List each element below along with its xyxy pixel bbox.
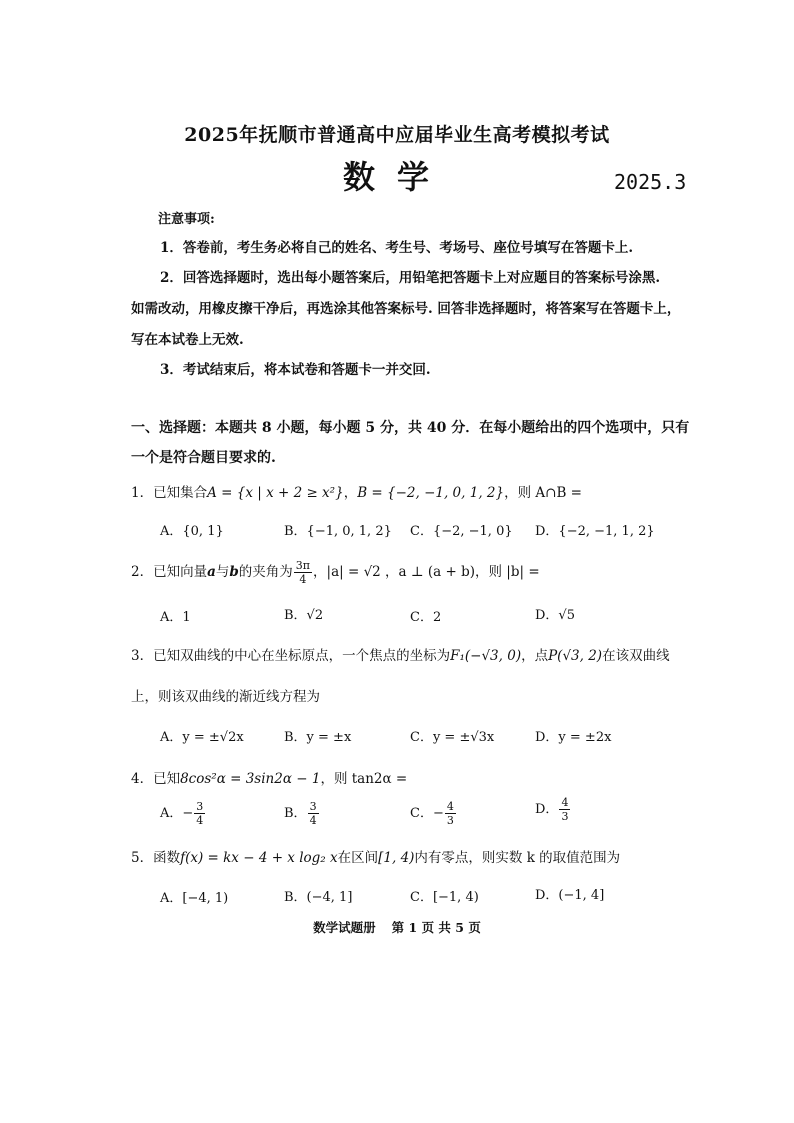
q4-option-c[interactable] bbox=[410, 800, 457, 827]
notes-heading: 注意事项: bbox=[158, 212, 215, 227]
q4-option-b-fraction bbox=[308, 800, 319, 827]
question-3-text-c: 在该双曲线 bbox=[602, 648, 670, 664]
q4-option-c-label: C． bbox=[410, 806, 433, 821]
q2-option-d[interactable]: D．√5 bbox=[535, 608, 575, 623]
exam-title: 2025年抚顺市普通高中应届毕业生高考模拟考试 bbox=[184, 124, 610, 146]
exam-date: 2025.3 bbox=[614, 170, 687, 194]
q4-option-b-label: B． bbox=[284, 806, 307, 821]
q3-option-a[interactable]: A．y = ±√2x bbox=[160, 730, 244, 745]
q1-option-d[interactable]: D．{−2, −1, 1, 2} bbox=[535, 524, 655, 539]
question-3-text-a: 3．已知双曲线的中心在坐标原点，一个焦点的坐标为 bbox=[131, 648, 451, 664]
question-5 bbox=[131, 846, 620, 866]
footer-book-name: 数学试题册 bbox=[313, 920, 376, 935]
angle-numerator: 3π bbox=[295, 559, 311, 572]
angle-fraction bbox=[294, 559, 312, 586]
page-footer bbox=[0, 918, 794, 936]
note-item-2-line-2: 如需改动，用橡皮擦干净后，再选涂其他答案标号. 回答非选择题时，将答案写在答题卡上， bbox=[131, 301, 681, 317]
q3-option-d[interactable]: D．y = ±2x bbox=[535, 730, 612, 745]
set-a: A = {x | x + 2 ≥ x²} bbox=[207, 485, 344, 501]
vector-a: a bbox=[207, 564, 216, 580]
note-item-1: 1．答卷前，考生务必将自己的姓名、考生号、考场号、座位号填写在答题卡上. bbox=[160, 240, 634, 256]
footer-page-number: 第 1 页 共 5 页 bbox=[391, 920, 481, 935]
interval: [1, 4) bbox=[378, 850, 415, 866]
q4-option-a-den: 4 bbox=[196, 814, 204, 827]
q4-option-d-label: D． bbox=[535, 802, 559, 817]
q2-option-b[interactable]: B．√2 bbox=[284, 608, 324, 623]
q4-option-b-den: 4 bbox=[309, 814, 317, 827]
q4-option-b-num: 3 bbox=[309, 800, 317, 813]
q1-option-c[interactable]: C．{−2, −1, 0} bbox=[410, 524, 513, 539]
question-5-mid: 在区间 bbox=[337, 850, 379, 866]
question-2-prefix: 2．已知向量 bbox=[131, 564, 208, 580]
q4-option-a-fraction bbox=[194, 800, 205, 827]
q2-option-c[interactable]: C．2 bbox=[410, 610, 442, 625]
question-5-prefix: 5．函数 bbox=[131, 850, 181, 866]
q4-option-a[interactable] bbox=[160, 800, 206, 827]
note-item-2-line-3: 写在本试卷上无效. bbox=[131, 332, 244, 348]
question-3-text-b: ，点 bbox=[521, 648, 549, 664]
q5-option-c[interactable]: C．[−1, 4) bbox=[410, 890, 479, 905]
question-1: 1．已知集合A = {x | x + 2 ≥ x²}，B = {−2, −1, 0, 1, 2}，则 A∩B = bbox=[131, 485, 582, 501]
question-2 bbox=[131, 559, 540, 586]
question-4-suffix: ，则 tan2α = bbox=[320, 771, 408, 787]
angle-denominator: 4 bbox=[299, 573, 307, 586]
trig-equation: 8cos²α = 3sin2α − 1 bbox=[180, 771, 321, 787]
q5-option-b[interactable]: B．(−4, 1] bbox=[284, 890, 353, 905]
question-3-line-2: 上，则该双曲线的渐近线方程为 bbox=[131, 689, 320, 705]
section-1-heading: 一、选择题：本题共 8 小题，每小题 5 分，共 40 分．在每小题给出的四个选项中，只有 bbox=[131, 420, 690, 436]
note-item-2-line-1: 2．回答选择题时，选出每小题答案后，用铅笔把答题卡上对应题目的答案标号涂黑. bbox=[160, 270, 661, 286]
question-1-suffix: ，则 A∩B = bbox=[504, 485, 582, 501]
q4-option-d-den: 3 bbox=[561, 810, 569, 823]
q4-option-a-label: A． bbox=[160, 806, 183, 821]
q2-option-a[interactable]: A．1 bbox=[160, 610, 191, 625]
q4-option-c-den: 3 bbox=[446, 814, 454, 827]
q4-option-c-num: 4 bbox=[446, 800, 454, 813]
q3-option-c[interactable]: C．y = ±√3x bbox=[410, 730, 495, 745]
q4-option-d-fraction bbox=[559, 796, 570, 823]
q4-option-a-num: 3 bbox=[196, 800, 204, 813]
question-2-text-angle: 的夹角为 bbox=[238, 564, 293, 580]
question-4 bbox=[131, 767, 407, 787]
q1-option-b[interactable]: B．{−1, 0, 1, 2} bbox=[284, 524, 392, 539]
question-5-suffix: 内有零点，则实数 k 的取值范围为 bbox=[414, 850, 621, 866]
set-b: B = {−2, −1, 0, 1, 2} bbox=[357, 485, 505, 501]
note-item-3: 3．考试结束后，将本试卷和答题卡一并交回. bbox=[160, 362, 431, 378]
q5-option-d[interactable]: D．(−1, 4] bbox=[535, 888, 605, 903]
subject-title: 数学 bbox=[342, 158, 451, 196]
question-2-conditions: ，|a| = √2 ，a ⊥ (a + b)，则 |b| = bbox=[313, 564, 540, 580]
q1-option-a[interactable]: A．{0, 1} bbox=[160, 524, 224, 539]
q4-option-a-sign: − bbox=[182, 806, 194, 821]
function-expression: f(x) = kx − 4 + x log₂ x bbox=[180, 850, 338, 866]
q5-option-a[interactable]: A．[−4, 1) bbox=[160, 891, 229, 906]
q4-option-d[interactable] bbox=[535, 796, 571, 823]
q4-option-c-sign: − bbox=[432, 806, 444, 821]
q4-option-c-fraction bbox=[445, 800, 456, 827]
q4-option-d-num: 4 bbox=[561, 796, 569, 809]
vector-b: b bbox=[229, 564, 239, 580]
question-4-prefix: 4．已知 bbox=[131, 771, 181, 787]
question-2-text-and: 与 bbox=[215, 564, 230, 580]
section-1-heading-cont: 一个是符合题目要求的. bbox=[131, 450, 276, 466]
question-1-prefix: 1．已知集合 bbox=[131, 485, 208, 501]
q4-option-b[interactable] bbox=[284, 800, 320, 827]
q3-option-b[interactable]: B．y = ±x bbox=[284, 730, 352, 745]
question-3-line-1 bbox=[131, 644, 670, 664]
focus-point: F₁(−√3, 0) bbox=[450, 648, 522, 664]
point-p: P(√3, 2) bbox=[548, 648, 603, 664]
